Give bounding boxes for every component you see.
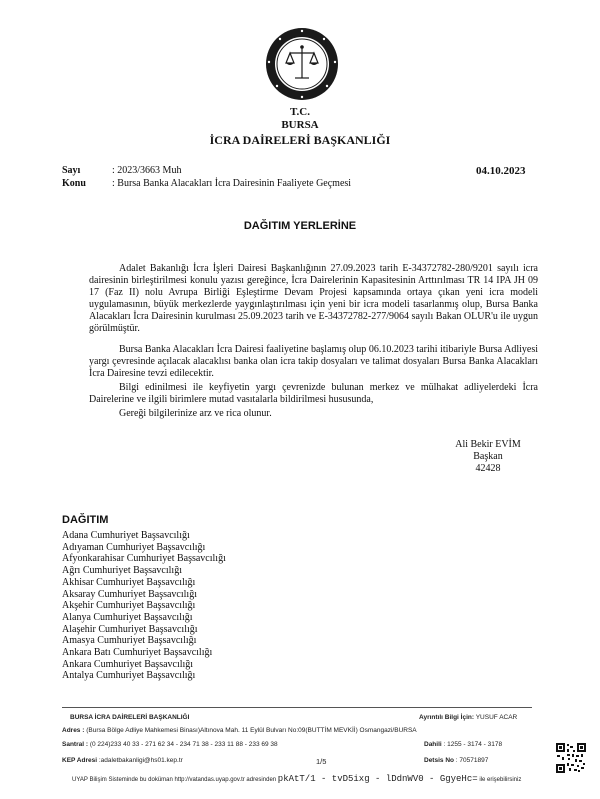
konu-value: : Bursa Banka Alacakları İcra Dairesinin Faaliyete Geçmesi — [112, 178, 352, 189]
distribution-list — [62, 530, 226, 682]
list-item: Adana Cumhuriyet Başsavcılığı — [62, 530, 190, 541]
signatory-name: Ali Bekir EVİM — [455, 439, 521, 450]
qr-code-icon — [556, 743, 586, 773]
list-item: Ağrı Cumhuriyet Başsavcılığı — [62, 565, 182, 577]
konu-label: Konu — [62, 178, 86, 189]
document-title: DAĞITIM YERLERİNE — [243, 220, 357, 232]
ministry-seal-logo — [264, 26, 340, 102]
uyap-note: UYAP Bilişim Sisteminde bu doküman http://vatandas.uyap.gov.tr adresinden — [72, 777, 277, 783]
list-item: Ankara Cumhuriyet Başsavcılığı — [62, 658, 194, 670]
footer-detsis-label: Detsis No — [424, 757, 454, 764]
list-item: Akşehir Cumhuriyet Başsavcılığı — [62, 600, 196, 612]
footer-office: BURSA İCRA DAİRELERİ BAŞKANLIĞI — [70, 714, 190, 721]
list-item: Amasya Cumhuriyet Başsavcılığı — [62, 635, 197, 647]
list-item: Antalya Cumhuriyet Başsavcılığı — [62, 670, 196, 682]
list-item: Adıyaman Cumhuriyet Başsavcılığı — [62, 541, 206, 553]
header-country: T.C. — [290, 106, 310, 118]
uyap-suffix: ile erişebilirsiniz — [479, 777, 522, 783]
sayi-value: : 2023/3663 Muh — [112, 165, 182, 176]
footer-phone-label: Santral : — [62, 741, 89, 748]
signatory-number: 42428 — [475, 463, 501, 474]
footer-address-value: (Bursa Bölge Adliye Mahkemesi Binası)Altınova Mah. 11 Eylül Bulvarı No:09(BUTTİM MEVKİİ) Osmangazi/BURSA — [86, 727, 417, 734]
list-item: Ankara Batı Cumhuriyet Başsavcılığı — [62, 647, 213, 659]
footer-kep-label: KEP Adresi — [62, 757, 98, 764]
signatory-title: Başkan — [473, 451, 503, 462]
header-office: İCRA DAİRELERİ BAŞKANLIĞI — [209, 133, 391, 147]
footer-dahili-value: : 1255 - 3174 - 3178 — [443, 741, 503, 748]
page-number: 1/5 — [316, 757, 327, 766]
footer-detsis-value: : 70571897 — [455, 757, 489, 764]
footer-address-label: Adres : — [62, 727, 85, 734]
footer-phone-value: (0 224)233 40 33 - 271 62 34 - 234 71 38 - 233 11 88 - 233 69 38 — [89, 741, 278, 748]
footer-kep-value: :adaletbakanligi@hs01.kep.tr — [98, 757, 183, 764]
uyap-verification-code: pkAtT/1 - tvD5ixg - lDdnWV0 - GgyeHc= — [277, 774, 478, 784]
list-item: Afyonkarahisar Cumhuriyet Başsavcılığı — [62, 553, 226, 565]
header-city: BURSA — [281, 119, 319, 131]
list-item: Alanya Cumhuriyet Başsavcılığı — [62, 611, 193, 623]
document-date: 04.10.2023 — [476, 165, 526, 177]
footer-contact-label: Ayrıntılı Bilgi İçin: — [419, 714, 475, 721]
distribution-title: DAĞITIM — [62, 514, 109, 526]
footer-divider — [62, 707, 532, 708]
sayi-label: Sayı — [62, 165, 81, 176]
footer-dahili-label: Dahili — [424, 741, 442, 748]
footer-contact-value: YUSUF ACAR — [475, 714, 518, 721]
paragraph-3: Bilgi edinilmesi ile keyfiyetin yargı çevrenizde bulunan merkez ve mülhakat adliyelerdeki İcra Dairelerine ve ilgili birimlere mutad vasıtalarla bildirilmesi hususunda, — [89, 382, 538, 405]
paragraph-4: Gereği bilgilerinize arz ve rica olunur. — [119, 408, 272, 419]
list-item: Akhisar Cumhuriyet Başsavcılığı — [62, 576, 196, 588]
paragraph-2: Bursa Banka Alacakları İcra Dairesi faaliyetine başlamış olup 06.10.2023 tarihi itibariyle Bursa Adliyesi yargı çevresinde açılacak alacaklısı banka olan icra takip dosyaları ve talimat dosyaları Bursa Banka Alacakları İcra Dairesine tevzi edilecektir. — [89, 344, 538, 379]
paragraph-1: Adalet Bakanlığı İcra İşleri Dairesi Başkanlığının 27.09.2023 tarih E-34372782-280/9201 sayılı icra dairesinin birleştirilmesi konulu yazısı gereğince, İcra Dairelerinin Kapasitesinin Arttırılması TR 14 IPA JH 09 17 (Faz II) nolu Avrupa Birliği Eşleştirme Devam Projesi kapsamında ortaya çıkan yeni icra modeli uygulamasının, büyük merkezlerde yaygınlaştırılması için yeni bir icra modeli tasarlanmış olup, Bursa Banka Alacakları İcra Dairesinin kurulması 25.09.2023 tarih ve E-34372782-277/9064 sayılı Bakan OLUR'u ile uygun görülmüştür. — [89, 263, 538, 334]
list-item: Alaşehir Cumhuriyet Başsavcılığı — [62, 623, 198, 635]
list-item: Aksaray Cumhuriyet Başsavcılığı — [62, 588, 197, 600]
